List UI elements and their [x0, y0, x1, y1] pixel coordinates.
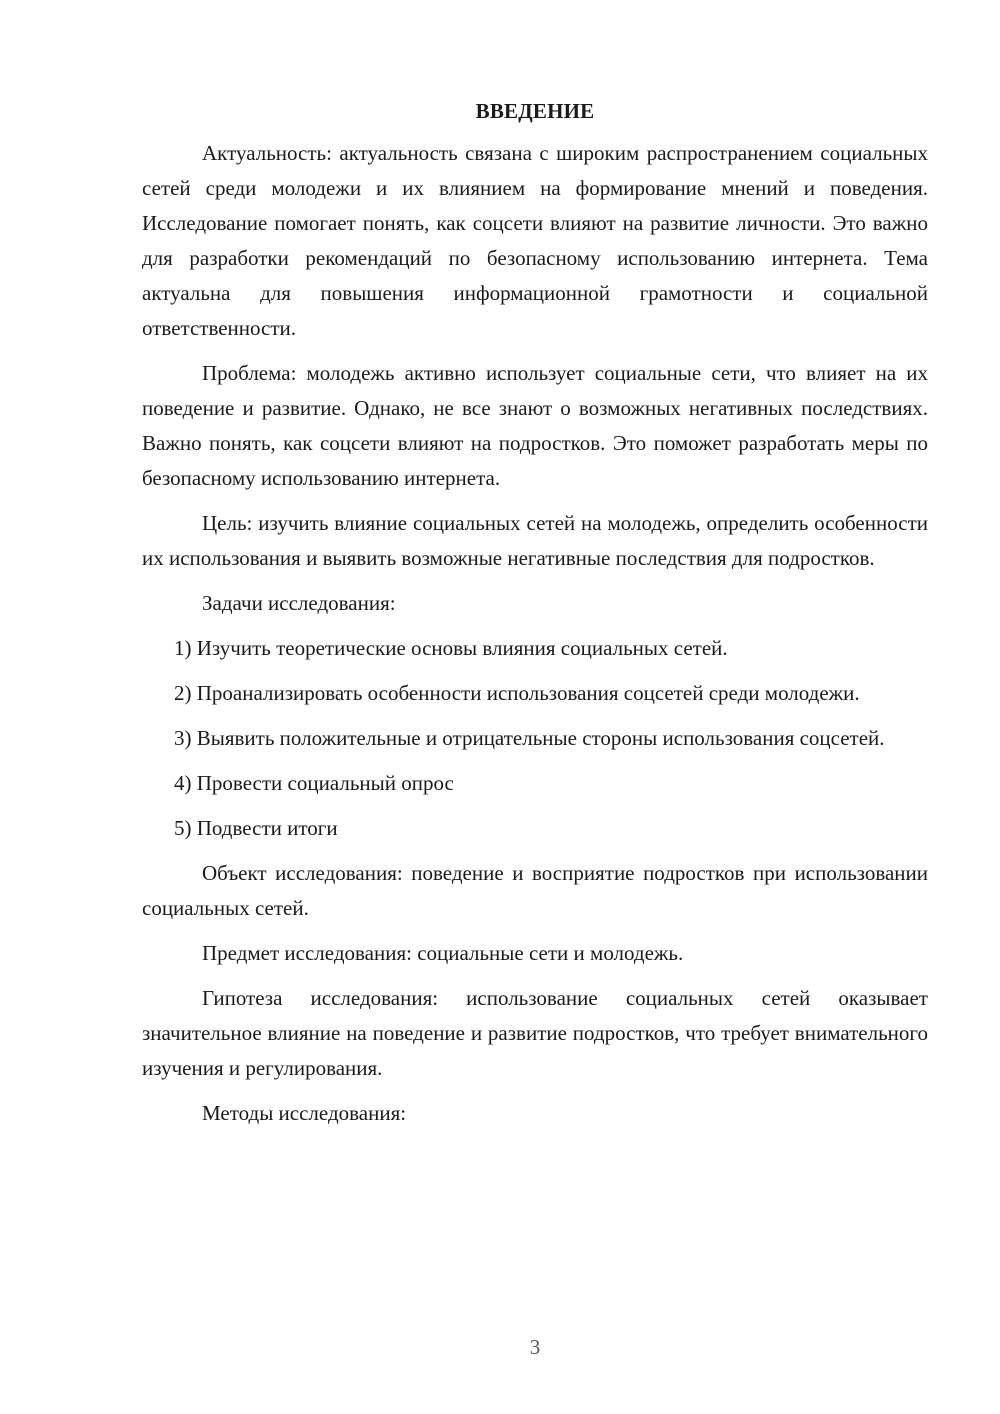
paragraph-object: Объект исследования: поведение и восприятие подростков при использовании социальных сетей. — [142, 861, 928, 920]
paragraph-relevance: Актуальность: актуальность связана с широким распространением социальных сетей среди молодежи и их влиянием на формирование мнений и поведения. Исследование помогает понять, как соцсети влияют на развитие личности. Это важно для разработки рекомендаций по безопасному использованию интернета. Тема актуальна для повышения информационной грамотности и социальной ответственности. — [142, 141, 928, 340]
paragraph-goal: Цель: изучить влияние социальных сетей на молодежь, определить особенности их использования и выявить возможные негативные последствия для подростков. — [142, 511, 928, 570]
task-item: 4) Провести социальный опрос — [174, 771, 454, 795]
paragraph-hypothesis: Гипотеза исследования: использование социальных сетей оказывает значительное влияние на поведение и развитие подростков, что требует внимательного изучения и регулирования. — [142, 986, 928, 1080]
task-item: 2) Проанализировать особенности использования соцсетей среди молодежи. — [174, 681, 860, 705]
section-heading: ВВЕДЕНИЕ — [475, 99, 595, 123]
paragraph-methods: Методы исследования: — [202, 1101, 407, 1125]
paragraph-tasks-heading: Задачи исследования: — [202, 591, 396, 615]
task-item: 3) Выявить положительные и отрицательные стороны использования соцсетей. — [174, 726, 885, 750]
page-number: 3 — [529, 1335, 541, 1359]
task-item: 1) Изучить теоретические основы влияния социальных сетей. — [174, 636, 728, 660]
paragraph-subject: Предмет исследования: социальные сети и молодежь. — [202, 941, 684, 965]
task-list — [142, 631, 928, 846]
task-item: 5) Подвести итоги — [174, 816, 338, 840]
paragraph-problem: Проблема: молодежь активно использует социальные сети, что влияет на их поведение и развитие. Однако, не все знают о возможных негативных последствиях. Важно понять, как соцсети влияют на подростков. Это поможет разработать меры по безопасному использованию интернета. — [142, 361, 928, 490]
